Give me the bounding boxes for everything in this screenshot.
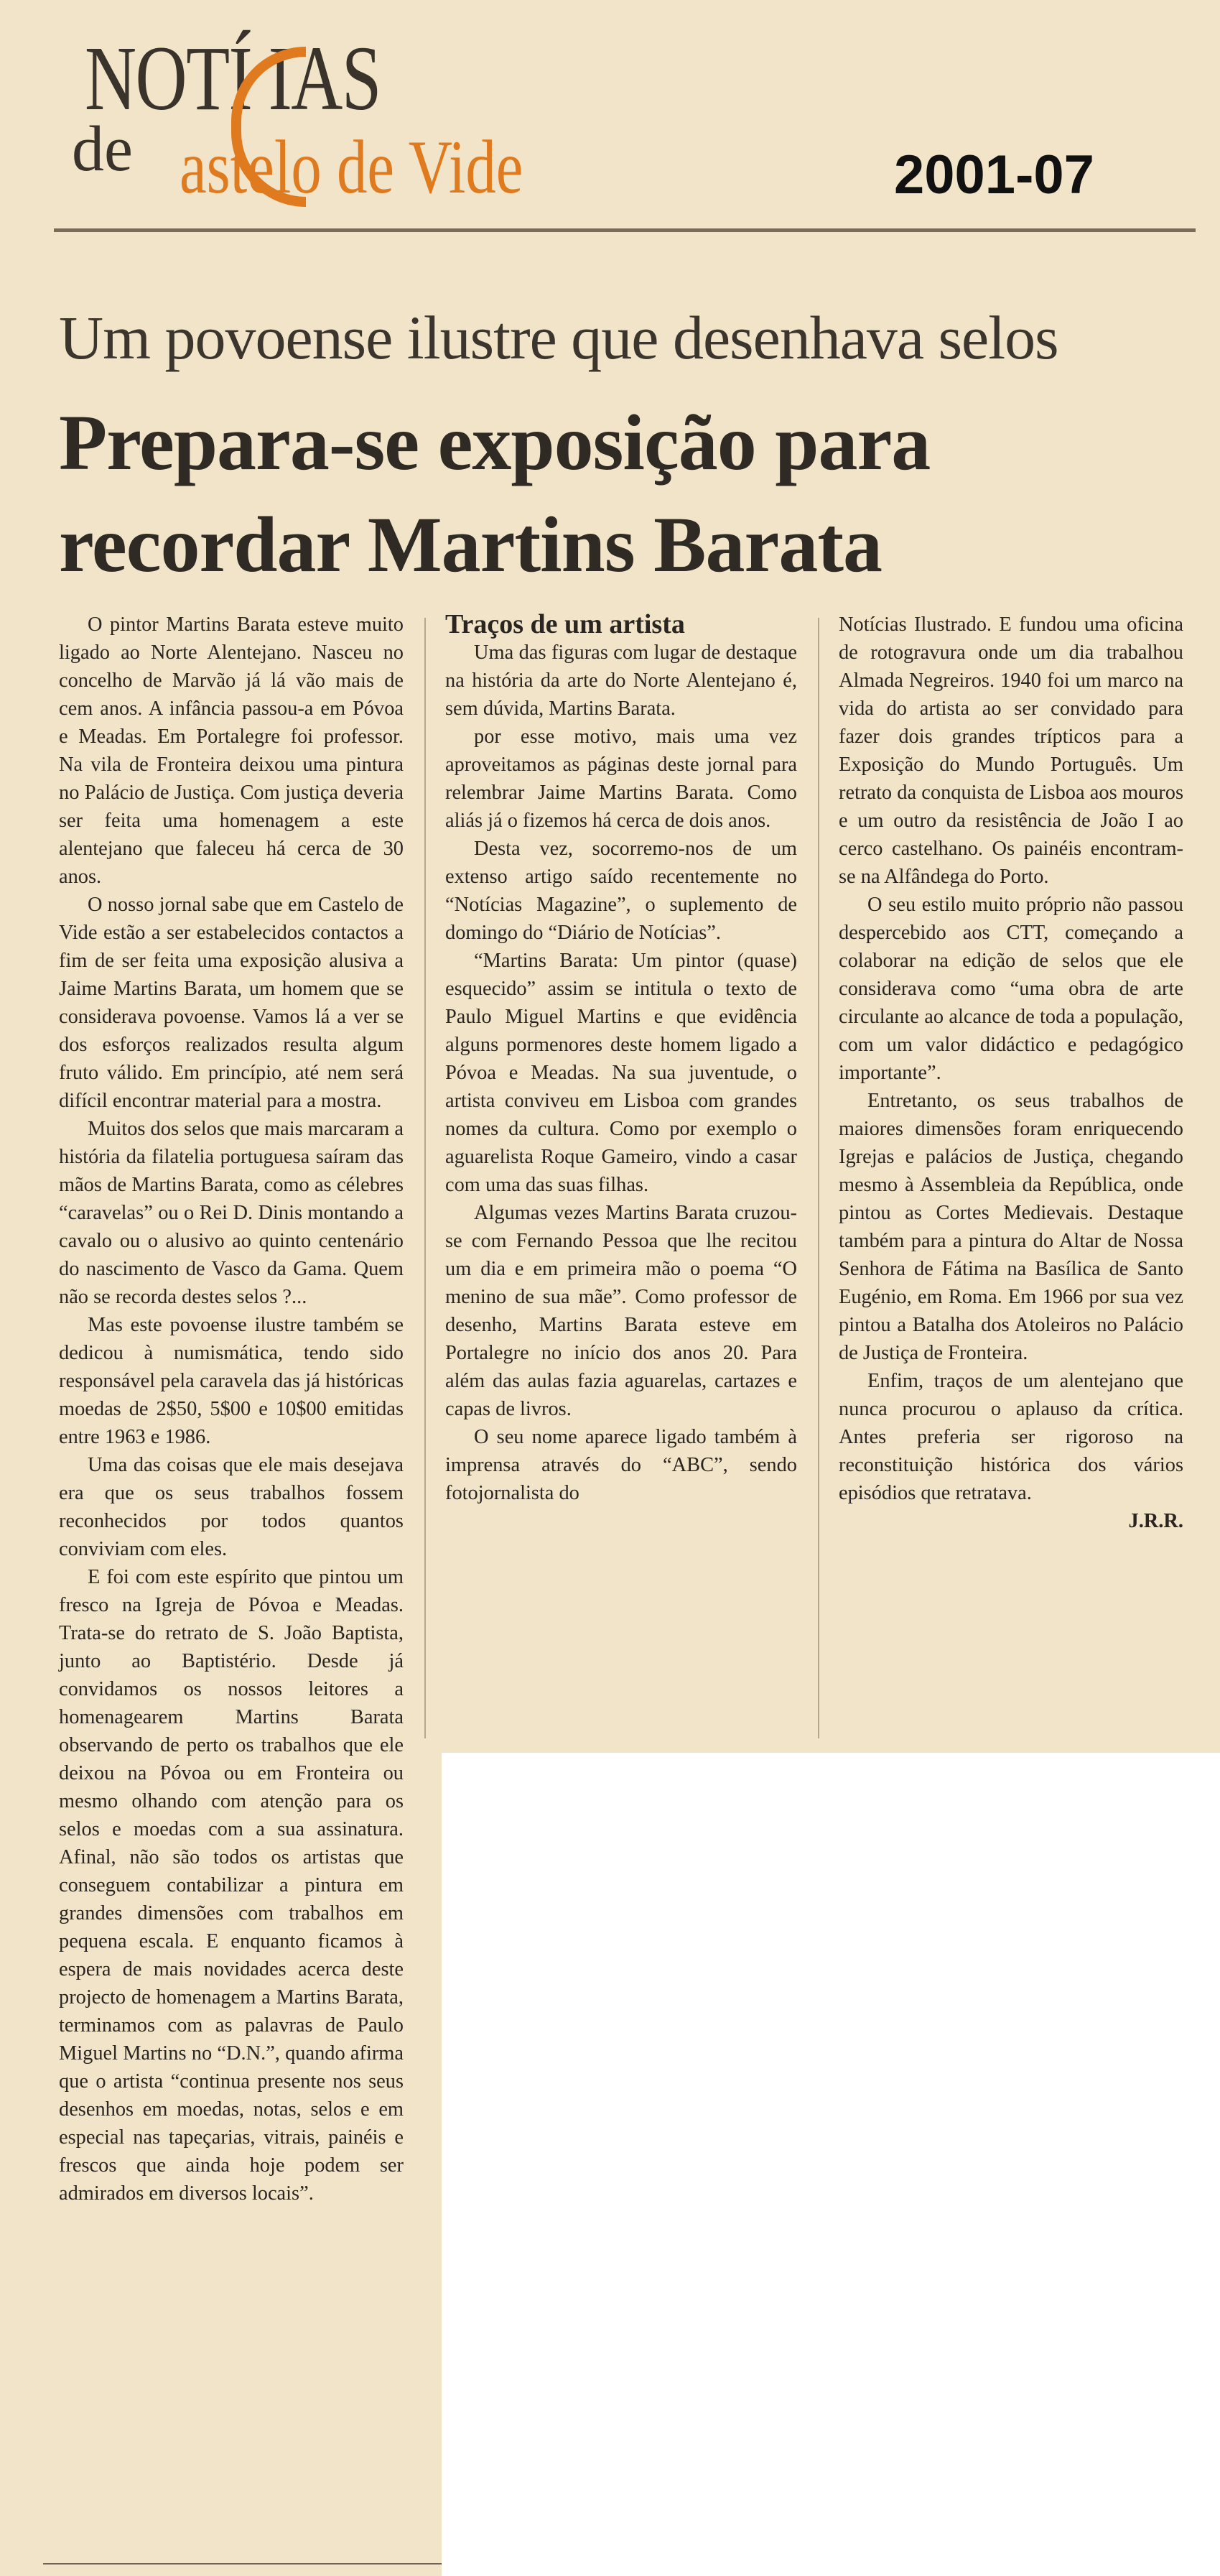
paragraph: O seu estilo muito próprio não passou despercebido aos CTT, começando a colaborar na edição de selos que ele considerava como “uma obra de arte circulante ao alcance de toda a população, com um valor didáctico e pedagógico importante”. (839, 894, 1183, 1084)
section-subheading: Traços de um artista (445, 609, 685, 639)
column-divider (818, 618, 819, 1738)
paragraph: Algumas vezes Martins Barata cruzou-se com Fernando Pessoa que lhe recitou um dia e em primeira mão o poema “O menino de sua mãe”. Como professor de desenho, Martins Barata esteve em Portalegre no início dos anos 20. Para além das aulas fazia aguarelas, cartazes e capas de livros. (445, 1202, 797, 1420)
paragraph: Mas este povoense ilustre também se dedicou à numismática, tendo sido responsável pela caravela das já históricas moedas de 2$50, 5$00 e 10$00 emitidas entre 1963 e 1986. (59, 1314, 404, 1448)
article-column-2 (445, 611, 797, 1507)
paragraph: E foi com este espírito que pintou um fresco na Igreja de Póvoa e Meadas. Trata-se do retrato de S. João Baptista, junto ao Baptistério. Desde já convidamos os nossos leitores a homenagearem Martins Barata observando de perto os trabalhos que ele deixou na Póvoa ou em Fronteira ou mesmo olhando com atenção para os selos e moedas com a sua assinatura. Afinal, não são todos os artistas que conseguem contabilizar a pintura em grandes dimensões com trabalhos em pequena escala. E enquanto ficamos à espera de mais novidades acerca deste projecto de homenagem a Martins Barata, terminamos com as palavras de Paulo Miguel Martins no “D.N.”, quando afirma que o artista “continua presente nos seus desenhos em moedas, notas, selos e em especial nas tapeçarias, vitrais, painéis e frescos que ainda hoje podem ser admirados em diversos locais”. (59, 1566, 404, 2205)
column-divider (424, 618, 426, 1738)
article-column-1 (59, 611, 404, 2207)
masthead-subtitle: astelo de Vide (180, 125, 523, 209)
masthead-rule (54, 228, 1196, 232)
article-kicker: Um povoense ilustre que desenhava selos (59, 303, 1058, 372)
masthead-title: NOTÍ IAS (85, 27, 381, 129)
paragraph: Notícias Ilustrado. E fundou uma oficina de rotogravura onde um dia trabalhou Almada Negreiros. 1940 foi um marco na vida do artista ao ser convidado para fazer dois grandes trípticos para a Exposição do Mundo Português. Um retrato da conquista de Lisboa aos mouros e um outro da resistência de João I ao cerco castelhano. Os painéis encontram-se na Alfândega do Porto. (839, 613, 1183, 888)
article-column-3 (839, 611, 1183, 1535)
paragraph: por esse motivo, mais uma vez aproveitamos as páginas deste jornal para relembrar Jaime Martins Barata. Como aliás já o fizemos há cerca de dois anos. (445, 726, 797, 832)
article-headline: Prepara-se exposição para recordar Martins Barata (59, 399, 931, 588)
paragraph: O pintor Martins Barata esteve muito ligado ao Norte Alentejano. Nasceu no concelho de Marvão já lá vão mais de cem anos. A infância passou-a em Póvoa e Meadas. Em Portalegre foi professor. Na vila de Fronteira deixou uma pintura no Palácio de Justiça. Com justiça deveria ser feita uma homenagem a este alentejano que faleceu há cerca de 30 anos. (59, 613, 404, 888)
issue-date: 2001-07 (894, 144, 1094, 205)
paragraph: O nosso jornal sabe que em Castelo de Vide estão a ser estabelecidos contactos a fim de ser feita uma exposição alusiva a Jaime Martins Barata, um homem que se considerava povoense. Vamos lá a ver se dos esforços realizados resulta algum fruto válido. Em princípio, até nem será difícil encontrar material para a mostra. (59, 894, 404, 1112)
masthead (72, 25, 718, 209)
paragraph: “Martins Barata: Um pintor (quase) esquecido” assim se intitula o texto de Paulo Miguel Martins e que evidência alguns pormenores deste homem ligado a Póvoa e Meadas. Na sua juventude, o artista conviveu em Lisboa com grandes nomes da cultura. Como por exemplo o aguarelista Roque Gameiro, vindo a casar com uma das suas filhas. (445, 950, 797, 1196)
bottom-rule (43, 2563, 442, 2565)
paragraph: Entretanto, os seus trabalhos de maiores dimensões foram enriquecendo Igrejas e palácios de Justiça, chegando mesmo à Assembleia da República, onde pintou as Cortes Medievais. Destaque também para a pintura do Altar de Nossa Senhora de Fátima na Basílica de Santo Eugénio, em Roma. Em 1966 por sua vez pintou a Batalha dos Atoleiros no Palácio de Justiça de Fronteira. (839, 1090, 1183, 1364)
paragraph: Uma das coisas que ele mais desejava era que os seus trabalhos fossem reconhecidos por todos quantos conviviam com eles. (59, 1454, 404, 1560)
paragraph: Uma das figuras com lugar de destaque na história da arte do Norte Alentejano é, sem dúvida, Martins Barata. (445, 641, 797, 720)
paragraph: O seu nome aparece ligado também à imprensa através do “ABC”, sendo fotojornalista do (445, 1426, 797, 1504)
author-signature: J.R.R. (1128, 1510, 1183, 1532)
paragraph: Enfim, traços de um alentejano que nunca procurou o aplauso da crítica. Antes preferia ser rigoroso na reconstituição histórica dos vários episódios que retratava. (839, 1370, 1183, 1504)
masthead-de: de (72, 113, 133, 185)
paragraph: Muitos dos selos que mais marcaram a história da filatelia portuguesa saíram das mãos de Martins Barata, como as célebres “caravelas” ou o Rei D. Dinis montando a cavalo ou o alusivo ao quinto centenário do nascimento de Vasco da Gama. Quem não se recorda destes selos ?... (59, 1118, 404, 1308)
paragraph: Desta vez, socorremo-nos de um extenso artigo saído recentemente no “Notícias Magazine”, o suplemento de domingo do “Diário de Notícias”. (445, 838, 797, 944)
